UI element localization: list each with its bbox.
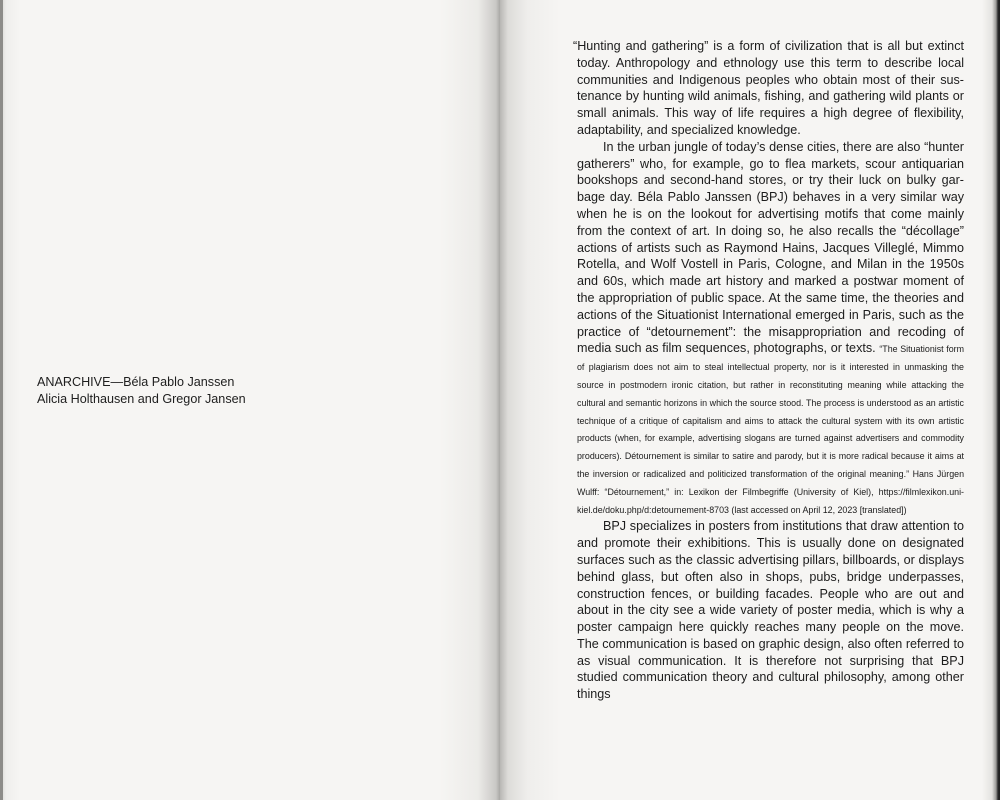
- paragraph-hunting-gathering: [573, 38, 964, 139]
- credit-authors-line: Alicia Holthausen and Gregor Jansen: [37, 392, 246, 406]
- credit-title-line: ANARCHIVE—Béla Pablo Janssen: [37, 375, 235, 389]
- right-page: [500, 0, 1000, 800]
- paragraph-3-text: BPJ specializes in posters from institutions that draw attention to and promote their exhibitions. This is usually done on designated surfaces such as the classic advertising pillars, billboards, or displays behind glass, but often also in shops, pubs, bridge underpasses, construction fences, or building facades. People who are out and about in the city see a wide variety of poster media, which is why a poster campaign here quickly reaches many people on the move. The communication is based on graphic design, also often referred to as visual communication. It is therefore not surprising that BPJ studied communication theory and cultural philosophy, among other things: [577, 519, 964, 702]
- paragraph-urban-jungle: [577, 139, 964, 519]
- page-edge: [0, 0, 3, 800]
- body-text-column: [573, 38, 965, 703]
- paragraph-1-text: “Hunting and gathering” is a form of civilization that is all but extinct today. Anthropology and ethnology use this term to describe local communities and Indigenous peoples who obtain most of their sustenance by hunting wild animals, fishing, and gathering wild plants or small animals. This way of life requires a high degree of flexibility, adaptability, and specialized knowledge.: [573, 39, 964, 137]
- paragraph-posters: [577, 518, 964, 703]
- credits-block: [37, 374, 246, 408]
- footnote-situationist: “The Situationist form of plagiarism does not aim to steal intellectual property, nor is it interested in unmasking the source in postmodern ironic citation, but rather in reconstituting meaning while attacking the cultural and semantic horizons in which the source stood. The process is understood as an artistic technique of a critique of capitalism and aims to attack the cultural system with its own artistic products (when, for example, advertising slogans are turned against advertisers and commodity producers). Détournement is similar to satire and parody, but it is more radical because it aims at the inversion or radicalized and politicized transformation of the original meaning.” Hans Jürgen Wulff: “Détournement,” in: Lexikon der Filmbegriffe (University of Kiel), https://filmlexikon.uni-kiel.de/doku.php/d:detournement-8703 (last accessed on April 12, 2023 [translated]): [577, 344, 965, 515]
- paragraph-2-text: In the urban jungle of today’s dense cities, there are also “hunter gatherers” who, for example, go to flea markets, scour antiquarian bookshops and second-hand stores, or try their luck on bulky garbage day. Béla Pablo Janssen (BPJ) behaves in a very similar way when he is on the lookout for advertising motifs that come mainly from the context of art. In doing so, he also recalls the “décollage” actions of artists such as Raymond Hains, Jacques Villeglé, Mimmo Rotella, and Wolf Vostell in Paris, Cologne, and Milan in the 1950s and 60s, which made art history and marked a postwar moment of the appropriation of public space. At the same time, the theories and actions of the Situationist International emerged in Paris, such as the practice of “detournement”: the misappropriation and recoding of media such as film sequences, photographs, or texts.: [577, 139, 964, 356]
